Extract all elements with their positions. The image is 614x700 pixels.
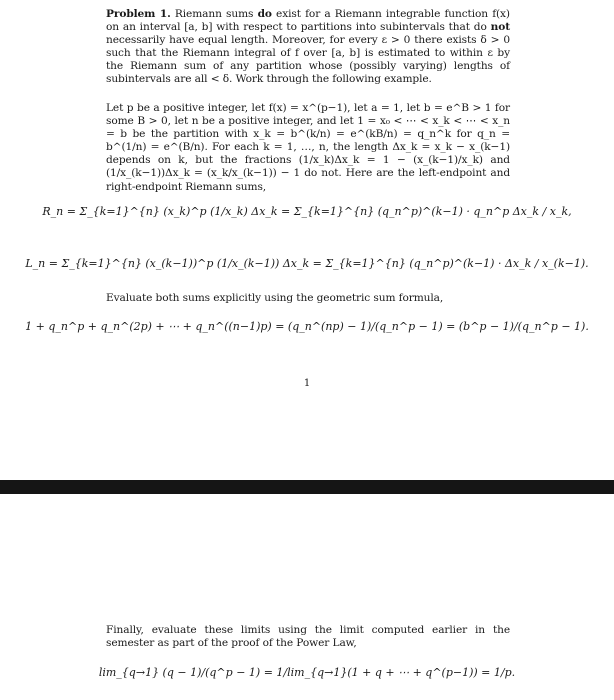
page-2 bbox=[0, 494, 614, 700]
equation-left-sum: L_n = Σ_{k=1}^{n} (x_(k−1))^p (1/x_(k−1)) Δx_k = Σ_{k=1}^{n} (q_n^p)^(k−1) · Δx_k / x_(k−1). bbox=[25, 257, 589, 270]
problem-setup: Let p be a positive integer, let f(x) = x^(p−1), let a = 1, let b = e^B > 1 for some B > 0, let n be a positive integer, and let 1 = x₀ < ⋯ < x_k < ⋯ < x_n = b be the partition with x_k = b^(k/n) = e^(kB/n) = q_n^k for q_n = b^(1/n) = e^(B/n). For each k = 1, …, n, the length Δx_k = x_k − x_(k−1) depends on k, but the fractions (1/x_k)Δx_k = 1 − (x_(k−1)/x_k) and (1/x_(k−1))Δx_k = (x_k/x_(k−1)) − 1 do not. Here are the left-endpoint and right-endpoint Riemann sums, bbox=[106, 102, 510, 193]
equation-right-sum: R_n = Σ_{k=1}^{n} (x_k)^p (1/x_k) Δx_k = Σ_{k=1}^{n} (q_n^p)^(k−1) · q_n^p Δx_k / x_k, bbox=[42, 205, 572, 218]
page-divider bbox=[0, 480, 614, 494]
equation-power-law-limit: lim_{q→1} (q − 1)/(q^p − 1) = 1/lim_{q→1}(1 + q + ⋯ + q^(p−1)) = 1/p. bbox=[98, 666, 516, 679]
page-number: 1 bbox=[303, 378, 311, 389]
problem-heading: Problem 1. bbox=[106, 8, 171, 20]
equation-geometric-sum: 1 + q_n^p + q_n^(2p) + ⋯ + q_n^((n−1)p) = (q_n^(np) − 1)/(q_n^p − 1) = (b^p − 1)/(q_n^p − 1). bbox=[25, 320, 589, 333]
evaluate-text: Evaluate both sums explicitly using the geometric sum formula, bbox=[106, 292, 444, 304]
problem-intro: Problem 1. Riemann sums do exist for a Riemann integrable function f(x) on an interval [a, b] with respect to partitions into subintervals that do not necessarily have equal length. Moreover, for every ε > 0 there exists δ > 0 such that the Riemann integral of f over [a, b] is estimated to within ε by the Riemann sum of any partition whose (possibly varying) lengths of subintervals are all < δ. Work through the following example. bbox=[106, 8, 510, 86]
finally-text: Finally, evaluate these limits using the limit computed earlier in the semester as part of the proof of the Power Law, bbox=[106, 624, 510, 650]
